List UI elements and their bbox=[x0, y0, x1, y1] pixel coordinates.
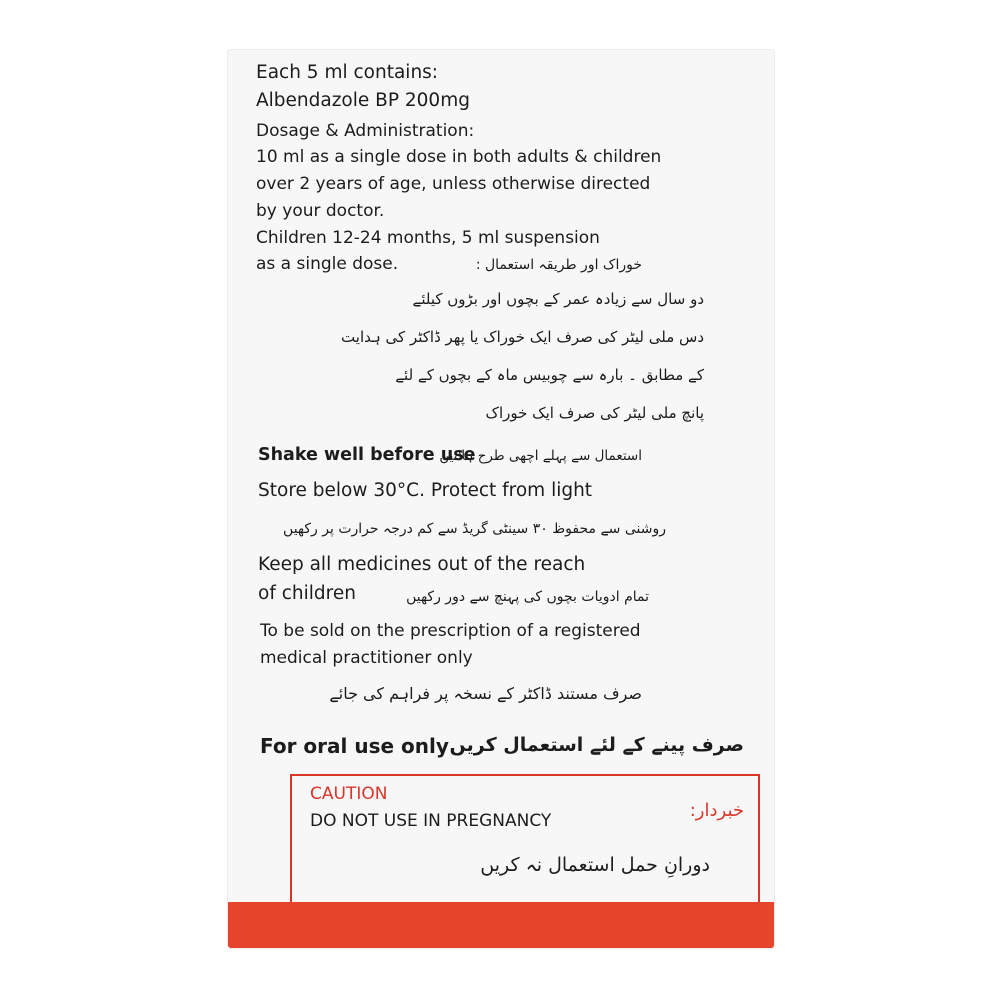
urdu-dosage-heading: خوراک اور طریقہ استعمال : bbox=[475, 257, 642, 273]
urdu-caution-text: دورانِ حمل استعمال نہ کریں bbox=[480, 854, 710, 876]
dosage-heading: Dosage & Administration: bbox=[256, 121, 475, 141]
shake-instruction: Shake well before use bbox=[258, 445, 476, 465]
keep-away-line-1: Keep all medicines out of the reach bbox=[258, 554, 586, 575]
caution-text: DO NOT USE IN PREGNANCY bbox=[310, 811, 552, 831]
dosage-line-3: by your doctor. bbox=[256, 201, 385, 221]
urdu-dosage-line-1: دو سال سے زیادہ عمر کے بچوں اور بڑوں کیلئے bbox=[412, 290, 704, 308]
caution-box bbox=[290, 774, 760, 918]
urdu-keep-away: تمام ادویات بچوں کی پہنچ سے دور رکھیں bbox=[406, 589, 649, 605]
storage-instruction: Store below 30°C. Protect from light bbox=[258, 480, 593, 501]
dosage-line-2: over 2 years of age, unless otherwise directed bbox=[256, 174, 651, 194]
prescription-line-1: To be sold on the prescription of a registered bbox=[260, 621, 641, 641]
oral-use-notice: For oral use only bbox=[260, 734, 449, 758]
urdu-oral-use-notice: صرف پینے کے لئے استعمال کریں bbox=[449, 734, 744, 756]
caution-title: CAUTION bbox=[310, 784, 388, 804]
urdu-dosage-line-4: پانچ ملی لیٹر کی صرف ایک خوراک bbox=[485, 404, 704, 422]
dosage-line-1: 10 ml as a single dose in both adults & children bbox=[256, 147, 662, 167]
red-color-band bbox=[228, 902, 774, 948]
contains-heading: Each 5 ml contains: bbox=[256, 62, 439, 83]
urdu-dosage-line-3: کے مطابق ۔ بارہ سے چوبیس ماہ کے بچوں کے لئے bbox=[395, 366, 704, 384]
urdu-dosage-line-2: دس ملی لیٹر کی صرف ایک خوراک یا پھر ڈاکٹر کی ہدایت bbox=[341, 328, 704, 346]
urdu-prescription: صرف مستند ڈاکٹر کے نسخہ پر فراہم کی جائے bbox=[329, 684, 642, 703]
urdu-caution-title: خبردار: bbox=[689, 800, 744, 821]
children-line-2: as a single dose. bbox=[256, 254, 399, 274]
urdu-shake-instruction: استعمال سے پہلے اچھی طرح ہلائیں bbox=[439, 448, 642, 464]
medicine-label-panel bbox=[228, 50, 774, 948]
keep-away-line-2: of children bbox=[258, 583, 356, 604]
prescription-line-2: medical practitioner only bbox=[260, 648, 473, 668]
urdu-storage-instruction: روشنی سے محفوظ ۳۰ سینٹی گریڈ سے کم درجہ حرارت پر رکھیں bbox=[283, 521, 666, 537]
ingredient-text: Albendazole BP 200mg bbox=[256, 90, 470, 111]
children-line-1: Children 12-24 months, 5 ml suspension bbox=[256, 228, 600, 248]
